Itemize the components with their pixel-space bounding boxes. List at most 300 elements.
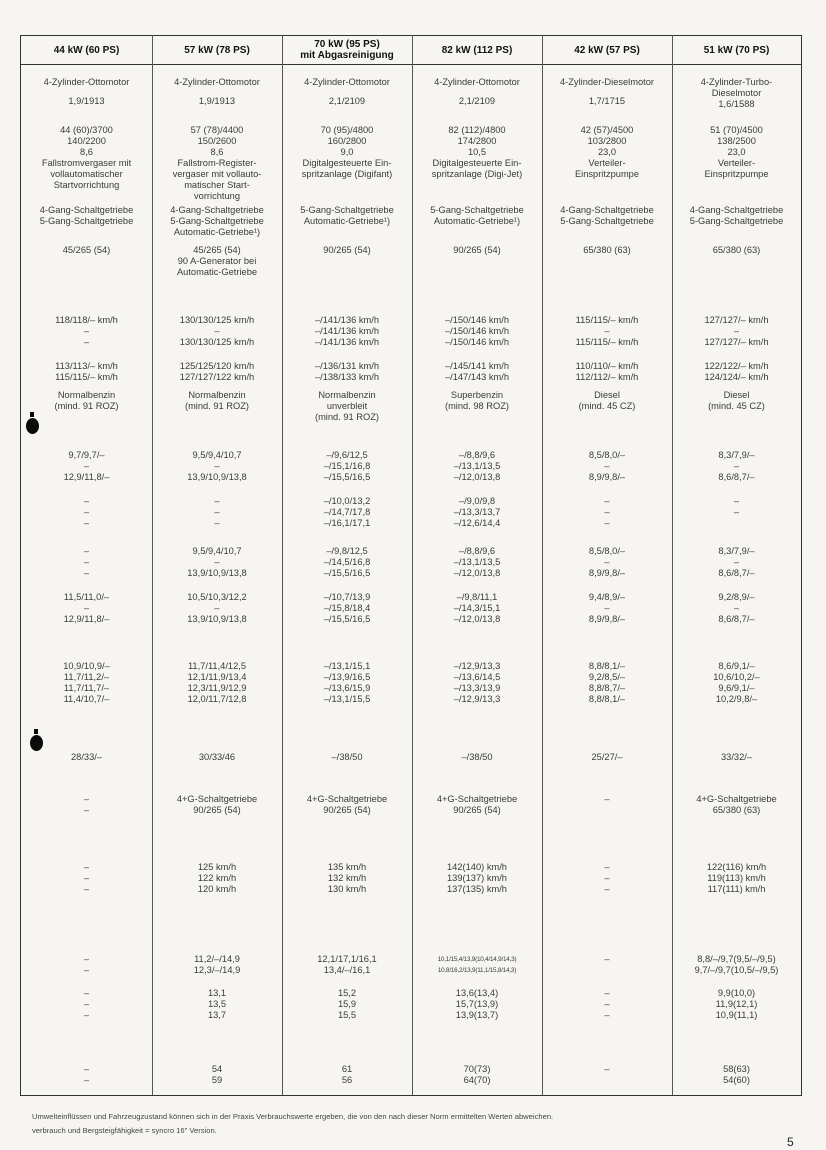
footnote	[32, 1110, 792, 1138]
spec-value: 130/130/125 km/h	[179, 337, 255, 347]
spec-value: 10,8/16,2/13,9(11,1/15,8/14,3)	[437, 967, 517, 974]
spec-value: 23,0	[597, 147, 617, 157]
spec-value: –	[604, 999, 610, 1009]
spec-value: 13,9/10,9/13,8	[187, 568, 247, 578]
spec-cell	[282, 450, 412, 483]
spec-value: 11,2/–/14,9	[194, 954, 240, 964]
spec-value: 5-Gang-Schaltgetriebe	[430, 205, 524, 215]
spec-value: Automatic-Getriebe	[176, 267, 258, 277]
spec-value: 13,1	[207, 988, 227, 998]
spec-cell	[21, 752, 152, 763]
spec-cell	[542, 794, 672, 805]
spec-value: 8,9/9,8/–	[588, 568, 626, 578]
spec-cell	[542, 661, 672, 705]
spec-value: –/13,9/16,5	[323, 672, 371, 682]
spec-value: 13,4/–/16,1	[323, 965, 371, 975]
spec-cell	[282, 245, 412, 256]
spec-value: Diesel	[723, 390, 750, 400]
spec-cell	[542, 954, 672, 965]
column-header-label: 44 kW (60 PS)	[53, 44, 120, 56]
spec-value: –/150/146 km/h	[444, 337, 510, 347]
spec-cell	[152, 546, 282, 579]
spec-value: –	[83, 954, 90, 964]
spec-value: 59	[211, 1075, 223, 1085]
spec-cell	[672, 496, 801, 518]
spec-value: 8,8/–/9,7(9,5/–/9,5)	[697, 954, 776, 964]
spec-value: 10,2/9,8/–	[715, 694, 758, 704]
spec-value: 119(113) km/h	[707, 873, 766, 883]
spec-value: 8,3/7,9/–	[718, 546, 755, 556]
punch-hole-icon	[26, 418, 39, 434]
spec-value: 2,1/2109	[328, 96, 366, 106]
spec-value: –	[83, 884, 90, 894]
spec-value: –	[604, 461, 610, 471]
spec-cell	[282, 954, 412, 976]
column-header-label: 57 kW (78 PS)	[184, 44, 250, 56]
spec-cell	[152, 752, 282, 763]
spec-value: 28/33/–	[70, 752, 103, 762]
spec-value: 4-Zylinder-Ottomotor	[434, 77, 520, 87]
spec-cell	[672, 315, 801, 348]
spec-cell	[152, 390, 282, 412]
spec-value: –	[83, 568, 90, 578]
spec-value: 4-Zylinder-Ottomotor	[43, 77, 130, 87]
spec-value: –/9,0/9,8	[458, 496, 496, 506]
spec-cell	[152, 77, 282, 88]
spec-value: –/13,6/15,9	[323, 683, 371, 693]
spec-value: Dieselmotor	[711, 88, 762, 98]
spec-value: 9,9(10,0)	[717, 988, 756, 998]
spec-value: 132 km/h	[327, 873, 367, 883]
spec-value: (mind. 45 CZ)	[708, 401, 765, 411]
spec-cell	[412, 661, 542, 705]
spec-value: 11,4/10,7/–	[63, 694, 110, 704]
spec-value: (mind. 91 ROZ)	[184, 401, 250, 411]
spec-value: –/15,5/16,5	[323, 614, 371, 624]
spec-value: –	[83, 1010, 90, 1020]
spec-value: 58(63)	[723, 1064, 750, 1074]
spec-value: Einspritzpumpe	[704, 169, 769, 179]
spec-value: 125 km/h	[197, 862, 237, 872]
spec-cell	[21, 592, 152, 625]
spec-value: –/145/141 km/h	[444, 361, 510, 371]
spec-cell	[542, 450, 672, 483]
spec-cell	[282, 1064, 412, 1086]
spec-value: –	[604, 326, 610, 336]
spec-value: –	[733, 557, 740, 567]
spec-cell	[21, 862, 152, 895]
spec-value: 12,0/11,7/12,8	[187, 694, 247, 704]
spec-value: 8,6	[80, 147, 93, 157]
spec-value: –	[604, 1010, 610, 1020]
spec-value: Automatic-Getriebe¹)	[303, 216, 391, 226]
spec-value: 12,9/11,8/–	[63, 614, 110, 624]
spec-value: 8,5/8,0/–	[588, 450, 626, 460]
spec-cell	[152, 661, 282, 705]
spec-value: 115/115/– km/h	[575, 315, 639, 325]
spec-value: (mind. 45 CZ)	[578, 401, 636, 411]
spec-value: –/9,8/12,5	[326, 546, 368, 556]
spec-cell	[21, 661, 152, 705]
spec-value: –	[214, 518, 220, 528]
spec-cell	[21, 954, 152, 976]
spec-cell	[282, 77, 412, 88]
spec-value: 113/113/– km/h	[55, 361, 118, 371]
spec-value: 5-Gang-Schaltgetriebe	[689, 216, 784, 226]
column-header	[672, 36, 801, 64]
spec-cell	[672, 592, 801, 625]
page-number: 5	[787, 1135, 794, 1149]
spec-value: 42 (57)/4500	[580, 125, 634, 135]
spec-value: Automatic-Getriebe¹)	[173, 227, 261, 237]
spec-value: 5-Gang-Schaltgetriebe	[170, 216, 264, 226]
spec-cell	[21, 315, 152, 348]
spec-value: Fallstrom-Register-	[177, 158, 257, 168]
spec-value: 45/265 (54)	[193, 245, 241, 255]
spec-value: –	[83, 794, 90, 804]
spec-value: –/15,1/16,8	[323, 461, 371, 471]
spec-value: –/13,1/15,1	[323, 661, 371, 671]
spec-value: 9,0	[340, 147, 354, 157]
spec-value: 8,9/9,8/–	[588, 472, 626, 482]
spec-value: –	[214, 326, 220, 336]
spec-value: 4+G-Schaltgetriebe	[176, 794, 258, 804]
spec-value: 12,9/11,8/–	[63, 472, 110, 482]
spec-value: 9,6/9,1/–	[718, 683, 755, 693]
spec-value: –	[83, 999, 90, 1009]
spec-value: Einspritzpumpe	[574, 169, 640, 179]
spec-value: 23,0	[727, 147, 746, 157]
spec-value: 8,8/8,1/–	[588, 661, 626, 671]
spec-value: Normalbenzin	[188, 390, 246, 400]
spec-value: 13,9/10,9/13,8	[187, 614, 247, 624]
spec-value: 11,7/11,4/12,5	[187, 661, 247, 671]
spec-cell	[152, 205, 282, 238]
spec-value: 135 km/h	[327, 862, 367, 872]
spec-value: –/13,6/14,5	[453, 672, 501, 682]
spec-value: –/8,8/9,6	[458, 546, 496, 556]
spec-value: vergaser mit vollauto-	[172, 169, 262, 179]
spec-value: 4+G-Schaltgetriebe	[696, 794, 777, 804]
spec-value: –	[604, 988, 610, 998]
spec-value: 138/2500	[717, 136, 756, 146]
spec-value: 82 (112)/4800	[448, 125, 506, 135]
spec-value: 8,6/8,7/–	[718, 568, 755, 578]
spec-cell	[672, 205, 801, 227]
spec-value: 90/265 (54)	[323, 805, 371, 815]
spec-cell	[152, 361, 282, 383]
spec-value: 10,5	[467, 147, 487, 157]
spec-value: –/141/136 km/h	[314, 315, 380, 325]
spec-value: (mind. 98 ROZ)	[444, 401, 510, 411]
spec-value: 4+G-Schaltgetriebe	[436, 794, 518, 804]
spec-value: –/13,1/15,5	[323, 694, 371, 704]
spec-value: –	[83, 326, 90, 336]
spec-value: 70(73)	[463, 1064, 491, 1074]
spec-value: 90/265 (54)	[193, 805, 241, 815]
spec-value: –	[214, 603, 220, 613]
spec-value: 112/112/– km/h	[575, 372, 639, 382]
spec-cell	[21, 77, 152, 88]
spec-value: –	[604, 862, 610, 872]
spec-value: 51 (70)/4500	[710, 125, 763, 135]
spec-value: –/141/136 km/h	[314, 326, 380, 336]
spec-value: –/13,1/13,5	[453, 461, 501, 471]
spec-value: 122 km/h	[197, 873, 237, 883]
spec-value: –	[733, 461, 740, 471]
spec-value: 90/265 (54)	[453, 245, 501, 255]
spec-value: 30/33/46	[198, 752, 236, 762]
spec-cell	[542, 315, 672, 348]
spec-value: 10,1/15,4/13,9(10,4/14,9/14,3)	[437, 956, 517, 963]
spec-value: 90/265 (54)	[453, 805, 501, 815]
spec-value: –/150/146 km/h	[444, 326, 510, 336]
spec-value: 125/125/120 km/h	[179, 361, 255, 371]
spec-cell	[542, 205, 672, 227]
spec-value: 4-Zylinder-Turbo-	[700, 77, 773, 87]
spec-value: –	[214, 507, 220, 517]
spec-value: 12,1/17,1/16,1	[317, 954, 377, 964]
spec-value: 45/265 (54)	[62, 245, 111, 255]
spec-value: 64(70)	[463, 1075, 491, 1085]
spec-value: 8,3/7,9/–	[718, 450, 755, 460]
footnote-line: Umwelteinflüssen und Fahrzeugzustand können sich in der Praxis Verbrauchswerte ergeben, die von den nach dieser Norm ermittelten Werten abweichen.	[32, 1112, 554, 1121]
spec-cell	[21, 125, 152, 191]
footnote-line: verbrauch und Bergsteigfähigkeit = syncro 16" Version.	[32, 1126, 217, 1135]
spec-value: 5-Gang-Schaltgetriebe	[300, 205, 394, 215]
spec-value: –	[604, 954, 610, 964]
spec-cell	[21, 96, 152, 107]
spec-value: –/12,6/14,4	[453, 518, 501, 528]
spec-value: 150/2600	[197, 136, 237, 146]
spec-cell	[412, 752, 542, 763]
spec-cell	[152, 1064, 282, 1086]
spec-value: –	[733, 507, 740, 517]
spec-value: 122/122/– km/h	[704, 361, 769, 371]
spec-value: –	[83, 1064, 90, 1074]
spec-value: Normalbenzin	[318, 390, 376, 400]
spec-cell	[21, 390, 152, 412]
spec-cell	[412, 125, 542, 180]
spec-value: 4-Gang-Schaltgetriebe	[170, 205, 264, 215]
spec-value: –/14,5/16,8	[323, 557, 371, 567]
spec-value: –/8,8/9,6	[458, 450, 496, 460]
spec-cell	[282, 496, 412, 529]
spec-value: –/12,0/13,8	[453, 568, 501, 578]
spec-value: 57 (78)/4400	[190, 125, 244, 135]
spec-cell	[412, 205, 542, 227]
spec-value: 127/127/– km/h	[704, 337, 769, 347]
spec-value: 13,5	[207, 999, 227, 1009]
spec-cell	[282, 592, 412, 625]
spec-value: –/13,3/13,9	[453, 683, 501, 693]
spec-cell	[412, 361, 542, 383]
spec-value: –	[604, 507, 610, 517]
spec-value: 127/127/– km/h	[704, 315, 769, 325]
spec-cell	[282, 361, 412, 383]
spec-value: –	[733, 326, 740, 336]
spec-value: 70 (95)/4800	[320, 125, 374, 135]
spec-cell	[542, 125, 672, 180]
spec-value: 130/130/125 km/h	[179, 315, 255, 325]
spec-value: –	[604, 518, 610, 528]
spec-cell	[21, 245, 152, 256]
spec-value: Digitalgesteuerte Ein-	[432, 158, 522, 168]
spec-value: 65/380 (63)	[583, 245, 631, 255]
spec-value: –	[733, 496, 740, 506]
spec-value: 103/2800	[587, 136, 627, 146]
spec-cell	[672, 954, 801, 976]
spec-value: spritzanlage (Digi-Jet)	[431, 169, 523, 179]
spec-cell	[412, 496, 542, 529]
spec-value: 15,2	[337, 988, 357, 998]
spec-value: –/13,3/13,7	[453, 507, 501, 517]
spec-value: 8,5/8,0/–	[588, 546, 626, 556]
spec-cell	[542, 988, 672, 1021]
spec-value: 54(60)	[723, 1075, 750, 1085]
spec-value: 117(111) km/h	[707, 884, 766, 894]
spec-cell	[21, 450, 152, 483]
spec-value: Automatic-Getriebe¹)	[433, 216, 521, 226]
spec-value: 5-Gang-Schaltgetriebe	[560, 216, 654, 226]
spec-cell	[412, 245, 542, 256]
spec-value: 2,1/2109	[458, 96, 496, 106]
spec-cell	[282, 390, 412, 423]
spec-value: 4-Zylinder-Ottomotor	[304, 77, 390, 87]
spec-value: –/13,1/13,5	[453, 557, 501, 567]
column-header-label: 70 kW (95 PS)	[314, 39, 380, 50]
spec-value: 8,9/9,8/–	[588, 614, 626, 624]
spec-value: –/38/50	[331, 752, 363, 762]
spec-value: –	[83, 1075, 90, 1085]
spec-value: 139(137) km/h	[447, 873, 507, 883]
spec-value: –/10,0/13,2	[323, 496, 371, 506]
spec-cell	[672, 361, 801, 383]
table-border-right	[801, 35, 802, 1095]
spec-value: Diesel	[594, 390, 620, 400]
spec-value: 25/27/–	[591, 752, 623, 762]
column-header-label: 82 kW (112 PS)	[441, 44, 513, 56]
spec-cell	[282, 315, 412, 348]
spec-cell	[412, 794, 542, 816]
spec-value: –/147/143 km/h	[444, 372, 510, 382]
spec-value: 4-Zylinder-Ottomotor	[174, 77, 260, 87]
spec-value: –	[83, 518, 90, 528]
spec-value: (mind. 91 ROZ)	[314, 412, 380, 422]
spec-value: –	[83, 873, 90, 883]
spec-value: 9,7/–/9,7(10,5/–/9,5)	[694, 965, 779, 975]
spec-value: (mind. 91 ROZ)	[54, 401, 119, 411]
spec-cell	[152, 794, 282, 816]
spec-value: –	[604, 884, 610, 894]
spec-cell	[152, 450, 282, 483]
spec-cell	[412, 546, 542, 579]
spec-cell	[542, 77, 672, 88]
spec-cell	[412, 988, 542, 1021]
spec-value: 137(135) km/h	[447, 884, 507, 894]
spec-cell	[412, 592, 542, 625]
spec-value: 118/118/– km/h	[55, 315, 118, 325]
spec-cell	[412, 954, 542, 976]
spec-cell	[412, 77, 542, 88]
spec-value: 5-Gang-Schaltgetriebe	[39, 216, 134, 226]
spec-cell	[542, 390, 672, 412]
spec-cell	[672, 988, 801, 1021]
spec-cell	[542, 1064, 672, 1075]
spec-value: 12,3/–/14,9	[193, 965, 241, 975]
spec-value: –	[83, 507, 90, 517]
spec-value: –/12,0/13,8	[453, 614, 501, 624]
spec-value: Fallstromvergaser mit	[41, 158, 132, 168]
spec-value: 1,6/1588	[718, 99, 755, 109]
spec-value: 12,3/11,9/12,9	[187, 683, 247, 693]
spec-value: 13,9(13,7)	[455, 1010, 499, 1020]
spec-value: 61	[341, 1064, 353, 1074]
spec-value: Startvorrichtung	[53, 180, 120, 190]
spec-value: 15,7(13,9)	[455, 999, 499, 1009]
spec-value: 115/115/– km/h	[55, 372, 118, 382]
spec-value: 8,6/8,7/–	[718, 614, 755, 624]
spec-value: 1,7/1715	[588, 96, 626, 106]
spec-value: matischer Start-	[184, 180, 250, 190]
spec-cell	[542, 361, 672, 383]
column-header	[412, 36, 542, 64]
spec-value: –	[604, 557, 610, 567]
spec-value: 127/127/122 km/h	[179, 372, 255, 382]
spec-value: 9,7/9,7/–	[68, 450, 105, 460]
spec-value: –	[83, 557, 90, 567]
spec-value: 1,9/1913	[198, 96, 236, 106]
spec-value: Verteiler-	[588, 158, 626, 168]
spec-value: –	[214, 461, 220, 471]
spec-value: 8,8/8,1/–	[588, 694, 626, 704]
spec-value: 56	[341, 1075, 353, 1085]
column-header	[542, 36, 672, 64]
spec-value: –/38/50	[461, 752, 493, 762]
spec-cell	[412, 862, 542, 895]
spec-value: 10,5/10,3/12,2	[187, 592, 247, 602]
spec-cell	[152, 125, 282, 202]
spec-value: 10,9/10,9/–	[63, 661, 110, 671]
spec-value: 12,1/11,9/13,4	[187, 672, 247, 682]
spec-value: –/136/131 km/h	[314, 361, 380, 371]
spec-cell	[672, 77, 801, 110]
spec-value: –/15,5/16,5	[323, 472, 371, 482]
column-header	[282, 36, 412, 64]
spec-cell	[672, 862, 801, 895]
spec-cell	[152, 954, 282, 976]
spec-value: –/16,1/17,1	[323, 518, 371, 528]
spec-value: unverbleit	[326, 401, 368, 411]
spec-cell	[672, 245, 801, 256]
column-header	[152, 36, 282, 64]
spec-cell	[672, 752, 801, 763]
spec-cell	[542, 96, 672, 107]
punch-hole-icon	[30, 735, 43, 751]
spec-cell	[21, 361, 152, 383]
spec-value: –/14,3/15,1	[453, 603, 501, 613]
spec-value: 9,2/8,5/–	[588, 672, 626, 682]
spec-value: –	[604, 496, 610, 506]
spec-value: 110/110/– km/h	[575, 361, 639, 371]
spec-cell	[672, 450, 801, 483]
spec-value: –	[214, 496, 220, 506]
spec-cell	[282, 794, 412, 816]
spec-value: –/138/133 km/h	[314, 372, 380, 382]
spec-value: –/12,9/13,3	[453, 661, 501, 671]
spec-value: 11,7/11,2/–	[63, 672, 110, 682]
spec-cell	[152, 988, 282, 1021]
